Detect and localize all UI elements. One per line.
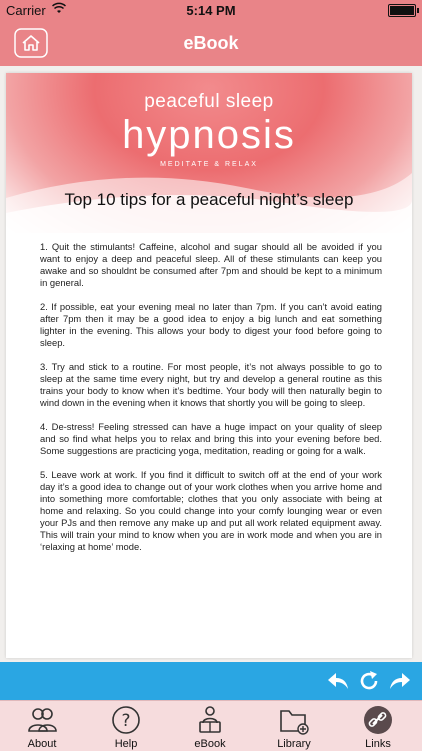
link-icon (363, 705, 393, 735)
document-body (40, 241, 382, 565)
tip-paragraph: 1. Quit the stimulants! Caffeine, alcohol and sugar should all be avoided if you want to enjoy a deep and peaceful sleep. All of these stimulants can keep you awake and so shouldnt be consumed after 7pm and should be kept to a minimum in general. (40, 241, 382, 288)
status-bar (0, 0, 422, 20)
tip-paragraph: 4. De-stress! Feeling stressed can have a huge impact on your quality of sleep and so find what helps you to relax and bring this into your evening before bed. Some suggestions are practicing yoga, meditation, reading or going for a walk. (40, 421, 382, 456)
tab-label: eBook (194, 738, 226, 750)
tip-paragraph: 3. Try and stick to a routine. For most people, it’s not always possible to go to sleep at the same time every night, but try and develop a general routine as this trains your body to know when it’s bedtime. Your body will then naturally begin to wind down in the evening when it knows that shortly you will be going to sleep. (40, 361, 382, 408)
tab-bar (0, 700, 422, 751)
nav-title: eBook (183, 33, 239, 53)
forward-arrow-icon[interactable] (388, 669, 412, 693)
tab-label: About (27, 738, 57, 750)
reader-icon (195, 705, 225, 735)
tab-label: Library (277, 738, 311, 750)
tab-help[interactable] (84, 703, 168, 751)
tip-paragraph: 5. Leave work at work. If you find it difficult to switch off at the end of your work day it’s a good idea to change out of your work clothes when you arrive home and into something more comfortable; clothes that you only associate with being at home and relaxing. So you could change into your comfy lounging wear or even your PJs and then remove any make up and put all work related equipment away. This will train your mind to know when you are in work mode and when you are in ‘relaxing at home’ mode. (40, 469, 382, 552)
ebook-page (6, 73, 412, 658)
tab-links[interactable] (336, 703, 420, 751)
web-toolbar (0, 662, 422, 700)
document-title: Top 10 tips for a peaceful night’s sleep (64, 190, 354, 209)
folder-add-icon (279, 705, 309, 735)
brand-subtitle: peaceful sleep (144, 91, 274, 112)
nav-bar (0, 20, 422, 66)
tab-library[interactable] (252, 703, 336, 751)
back-arrow-icon[interactable] (326, 669, 350, 693)
brand-tagline: MEDITATE & RELAX (160, 161, 258, 168)
battery-icon (388, 4, 416, 17)
brand-title: hypnosis (122, 113, 296, 157)
svg-text:?: ? (121, 711, 131, 731)
refresh-icon[interactable] (357, 669, 381, 693)
carrier-label: Carrier (6, 3, 46, 18)
tip-paragraph: 2. If possible, eat your evening meal no later than 7pm. If you can’t avoid eating after 7pm then it may be a good idea to enjoy a big lunch and eat something lighter in the evening. This allows your body to digest your food before going to sleep. (40, 301, 382, 348)
tab-ebook[interactable] (168, 703, 252, 751)
clock: 5:14 PM (186, 3, 236, 18)
ebook-viewer[interactable] (0, 66, 422, 662)
people-icon (27, 705, 57, 735)
tab-about[interactable] (0, 703, 84, 751)
tab-label: Help (114, 738, 138, 750)
tab-label: Links (365, 738, 391, 750)
question-icon (111, 705, 141, 735)
